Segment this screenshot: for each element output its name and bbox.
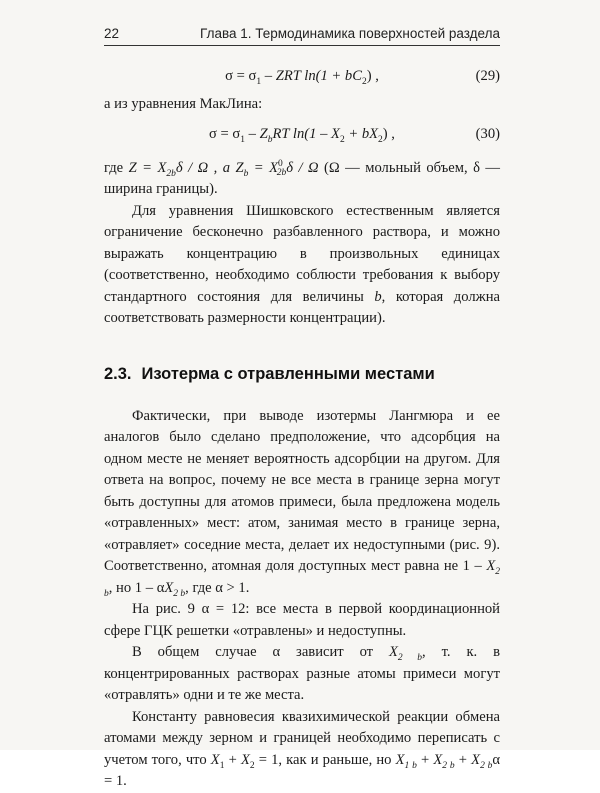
section-number: 2.3. [104,364,132,383]
equation-29-formula: $\sigma = \sigma_1$ – ZRT $\ln(1 + bC_2)$ , [225,68,379,87]
header-divider [104,45,500,46]
paragraph-alpha: В общем случае α зависит от $X_{2 b}$, т. к. в концентрированных растворах разные атомы примеси могут «отравлять» одни и те же места. [104,644,500,703]
page-number: 22 [104,26,120,41]
equation-29 [104,58,500,94]
shishkovsky-paragraph: Для уравнения Шишковского естественным является ограничение бесконечно разбавленного раствора, и можно выражать концентрацию в произвольных единицах (соответственно, необходимо соблюсти требования к выбору стандартного состояния для величины b, которая должна соответствовать размерности концентрации). [104,202,500,326]
chapter-title: Глава 1. Термодинамика поверхностей раздела [200,26,500,41]
mclean-intro: а из уравнения МакЛина: [104,96,263,112]
equation-30-formula: $\sigma = \sigma_1 - Z_bRT$ $\ln(1 - X_2 + bX_2)$ , [209,125,395,145]
section-title: Изотерма с отравленными местами [141,364,435,383]
definitions-paragraph: где $Z = X_{2b}\delta / \Omega$ , а $Z_b = X^0_{2b}\delta / \Omega$ (Ω — мольный объем, δ — ширина границы). [104,158,500,197]
page-body [104,58,500,793]
equation-30-number: (30) [475,125,500,142]
paragraph-poisoned-sites: Фактически, при выводе изотермы Лангмюра и ее аналогов было сделано предположение, что адсорбция на одном месте не меняет вероятность адсорбции на другом. Для ответа на вопрос, почему не все места в границе зерна могут быть доступны для атомов примеси, была предложена модель «отравленных» мест: атом, занимая место в границе зерна, «отравляет» соседние места, делает их недоступными (рис. 9). Соответственно, атомная доля доступных мест равна не $1 - X_{2 b}$, но $1 - \alpha X_{2 b}$, где α > 1. [104,407,500,599]
paragraph-fig9: На рис. 9 α = 12: все места в первой координационной сфере ГЦК решетки «отравлены» и недоступны. [104,601,500,639]
section-heading [104,364,500,384]
paragraph-equilibrium: Константу равновесия квазихимической реакции обмена атомами между зерном и границей необходимо переписать с учетом того, что $X_1 + X_2 = 1$, как и раньше, но $X_{1 b} + X_{2 b} + X_{2 b}\alpha = 1$. [104,708,501,789]
equation-29-number: (29) [475,68,500,84]
equation-30 [104,116,500,152]
running-header [104,26,500,42]
